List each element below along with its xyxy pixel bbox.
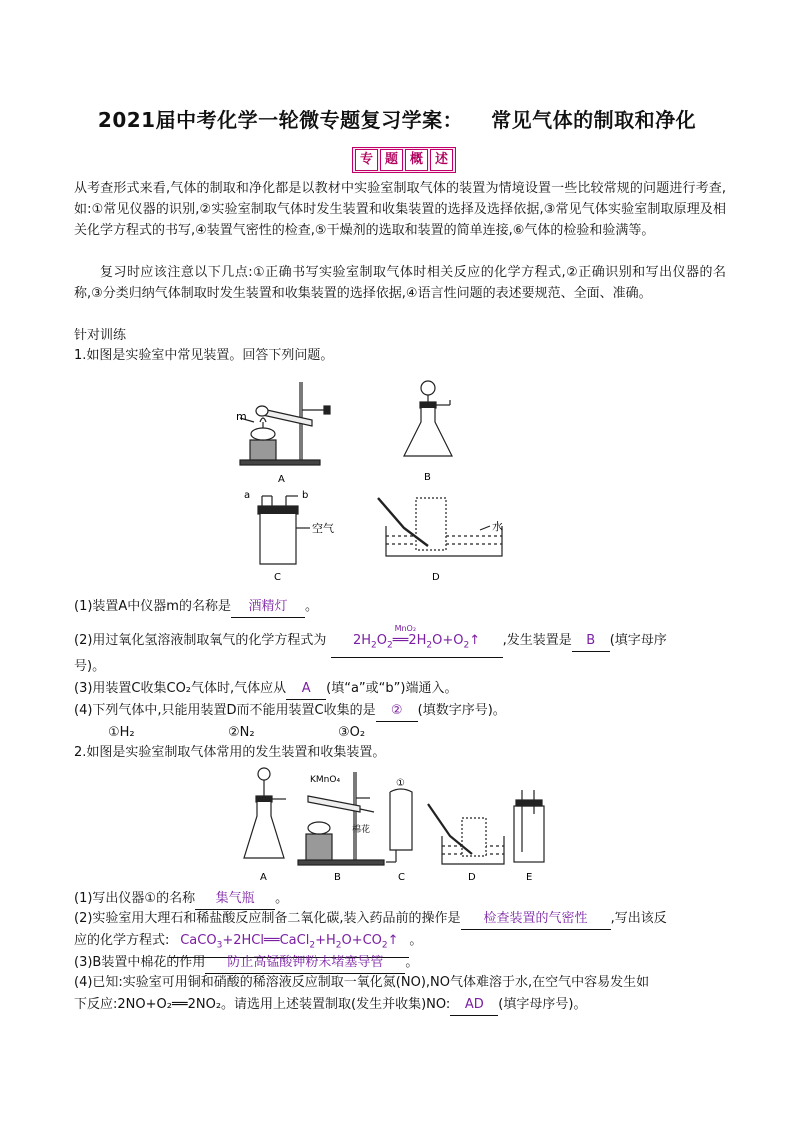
label-b: B: [334, 872, 341, 883]
q1-s3-answer: A: [286, 678, 326, 700]
label-a: A: [260, 872, 267, 883]
apparatus-d: [428, 804, 504, 864]
label-d: D: [432, 572, 440, 583]
apparatus-c: [386, 789, 412, 862]
q2-s4: (4)已知:实验室可用铜和硝酸的稀溶液反应制取一氧化氮(NO),NO气体难溶于水,在空气中容易发生如: [74, 975, 650, 990]
q1-s2-answer: B: [572, 630, 610, 652]
q1-figure: [228, 378, 518, 584]
title-part-1: 2021届中考化学一轮微专题复习学案：: [97, 108, 464, 132]
label-a: A: [278, 474, 285, 485]
q2-stem: 2.如图是实验室制取气体常用的发生装置和收集装置。: [74, 745, 386, 760]
label-c: C: [274, 572, 281, 583]
label-port-a: a: [244, 490, 251, 501]
page-title: [0, 104, 794, 133]
q2-figure: [236, 766, 558, 886]
q1-options: [108, 722, 365, 743]
q1-s2-equation: MnO₂ $2H_2O_2══2H_2O+O_2↑$: [331, 630, 503, 658]
label-port-b: b: [302, 490, 309, 501]
label-air: 空气: [312, 522, 334, 535]
label-d: D: [468, 872, 476, 883]
q2-s2-equation: $CaCO_3+2HCl══CaCl_2+H_2O+CO_2↑$: [169, 930, 409, 958]
q1-stem: 1.如图是实验室中常见装置。回答下列问题。: [74, 348, 334, 363]
overview-paragraph-1: 从考查形式来看,气体的制取和净化都是以教材中实验室制取气体的装置为情境设置一些比较常规的问题进行考查,如:①常见仪器的识别,②实验室制取气体时发生装置和收集装置的选择及选择依据,③常见气体实验室制取原理及相关化学方程式的书写,④装置气密性的检查,⑤干燥剂的选取和装置的简单连接,⑥气体的检验和验满等。: [74, 181, 726, 238]
badge-char: 概: [405, 149, 428, 171]
apparatus-b: [298, 772, 384, 865]
q2-s2-answer: 检查装置的气密性: [461, 908, 611, 930]
label-m: m: [236, 410, 247, 423]
label-cotton: 棉花: [352, 825, 371, 835]
badge-char: 述: [430, 149, 453, 171]
q2-s4-answer: AD: [450, 994, 498, 1016]
title-part-2: 常见气体的制取和净化: [491, 108, 697, 132]
q2-s3-answer: 防止高锰酸钾粉末堵塞导管: [205, 952, 405, 974]
q1-s2-tail: 号)。: [74, 659, 106, 674]
catalyst-label: MnO₂: [394, 624, 417, 633]
label-e: E: [526, 872, 533, 883]
apparatus-a: [240, 382, 330, 465]
q2-s3: (3)B装置中棉花的作用 防止高锰酸钾粉末堵塞导管 。: [74, 952, 418, 974]
q2-s4-line2: 下反应:2NO+O₂══2NO₂。请选用上述装置制取(发生并收集)NO: AD (填字母序号)。: [74, 994, 586, 1016]
badge-char: 题: [380, 149, 403, 171]
q1-s4-answer: ②: [376, 700, 418, 722]
label-one: ①: [396, 778, 405, 789]
q1-s4: (4)下列气体中,只能用装置D而不能用装置C收集的是 ② (填数字序号)。: [74, 700, 506, 722]
label-water: 水: [492, 520, 503, 533]
apparatus-e: [514, 790, 544, 862]
q1-s2: (2)用过氧化氢溶液制取氧气的化学方程式为 MnO₂ $2H_2O_2══2H_2O+O_2↑$,发生装置是 B (填字母序: [74, 630, 667, 658]
badge-char: 专: [355, 149, 378, 171]
section-label: 针对训练: [74, 328, 127, 343]
option-2: ②N₂: [228, 725, 255, 740]
q1-s1-answer: 酒精灯: [231, 596, 305, 618]
section-badge: [352, 147, 456, 173]
option-1: ①H₂: [108, 725, 135, 740]
label-kmno4: KMnO₄: [310, 775, 341, 785]
overview-paragraph-2: 复习时应该注意以下几点:①正确书写实验室制取气体时相关反应的化学方程式,②正确识别和写出仪器的名称,③分类归纳气体制取时发生装置和收集装置的选择依据,④语言性问题的表述要规范、全面、准确。: [74, 265, 726, 301]
label-c: C: [398, 872, 405, 883]
apparatus-a: [244, 768, 286, 858]
q1-s3: (3)用装置C收集CO₂气体时,气体应从 A (填“a”或“b”)端通入。: [74, 678, 457, 700]
q2-s2: (2)实验室用大理石和稀盐酸反应制备二氧化碳,装入药品前的操作是 检查装置的气密性 ,写出该反: [74, 908, 667, 930]
apparatus-b: [404, 381, 452, 456]
label-b: B: [424, 472, 431, 483]
q2-s2-line2: 应的化学方程式: $CaCO_3+2HCl══CaCl_2+H_2O+CO_2↑$ 。: [74, 930, 422, 958]
q2-s1-answer: 集气瓶: [195, 888, 275, 910]
option-3: ③O₂: [338, 725, 366, 740]
q2-s1: (1)写出仪器①的名称 集气瓶 。: [74, 888, 288, 910]
q1-s1: (1)装置A中仪器m的名称是 酒精灯 。: [74, 596, 318, 618]
apparatus-c: [258, 496, 310, 564]
apparatus-d: [378, 498, 502, 556]
